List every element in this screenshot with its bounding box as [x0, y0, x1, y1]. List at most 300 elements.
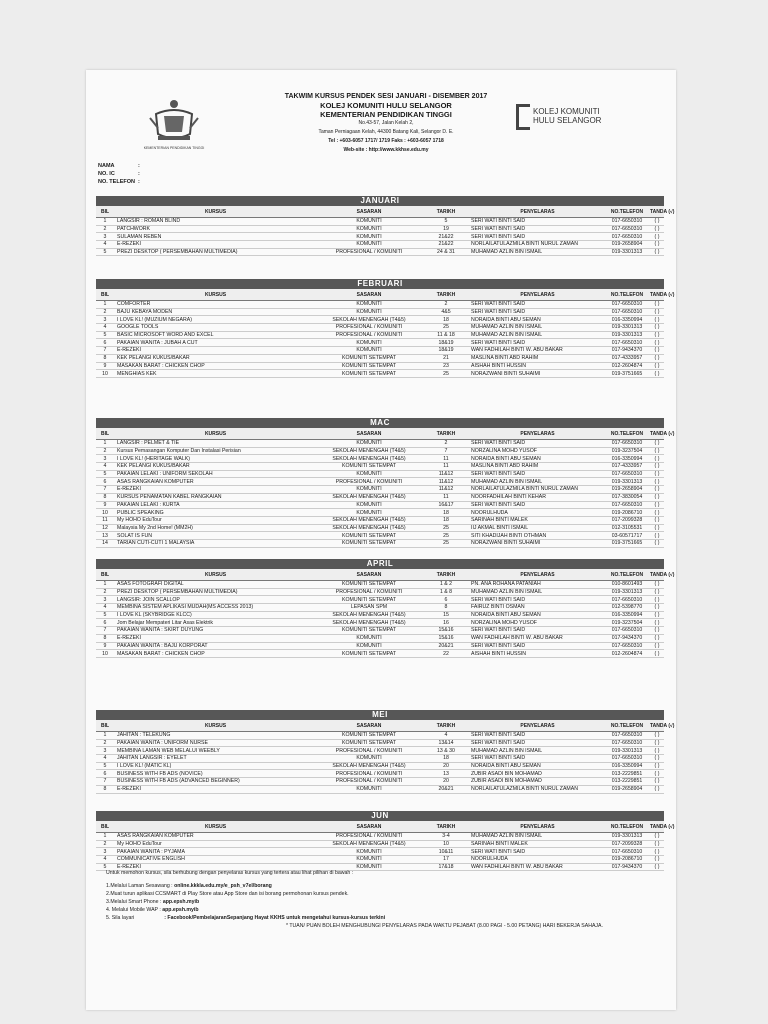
cell-tanda[interactable]: ( )	[654, 249, 660, 256]
table-header	[96, 720, 675, 732]
cell-sasaran: KOMUNITI SETEMPAT	[342, 740, 396, 747]
document-title: TAKWIM KURSUS PENDEK SESI JANUARI - DISEMBER 2017	[284, 93, 488, 100]
cell-kursus: LANGSIR: JOIN SCALLOP	[117, 596, 180, 603]
cell-tarikh: 6	[444, 596, 448, 603]
cell-penyelaras: SERI WATI BINTI SAID	[471, 440, 526, 447]
cell-tarikh: 25	[443, 324, 449, 331]
form-nama[interactable]: NAMA :	[98, 163, 140, 169]
cell-tanda[interactable]: ( )	[654, 233, 660, 240]
cell-penyelaras: AISHAH BINTI HUSSIN	[471, 362, 527, 369]
cell-no-telefon: 019-2658904	[611, 786, 643, 793]
month-title: APRIL	[96, 559, 664, 569]
cell-penyelaras: SERI WATI BINTI SAID	[471, 218, 526, 225]
cell-bil: 4	[103, 324, 107, 331]
month-title: JUN	[96, 811, 664, 821]
cell-tarikh: 21&22	[438, 241, 454, 248]
cell-bil: 4	[103, 856, 107, 863]
cell-tanda[interactable]: ( )	[654, 732, 660, 739]
cell-bil: 1	[103, 833, 107, 840]
document-sheet	[86, 70, 676, 1010]
cell-tarikh: 23	[443, 362, 449, 369]
cell-kursus: I LOVE KL! (MUZIUM NEGARA)	[117, 316, 192, 323]
column-header-sasaran: SASARAN	[356, 571, 382, 578]
cell-tanda[interactable]: ( )	[654, 347, 660, 354]
cell-tanda[interactable]: ( )	[654, 856, 660, 863]
cell-tanda[interactable]: ( )	[654, 501, 660, 508]
cell-kursus: My HOHO EduTour	[117, 517, 162, 524]
table-row	[96, 347, 664, 355]
cell-bil: 3	[103, 233, 107, 240]
cell-bil: 3	[103, 596, 107, 603]
cell-bil: 5	[103, 249, 107, 256]
cell-no-telefon: 019-3751665	[611, 540, 643, 547]
cell-tanda[interactable]: ( )	[654, 596, 660, 603]
cell-tanda[interactable]: ( )	[654, 226, 660, 233]
cell-no-telefon: 017-9434370	[611, 864, 643, 871]
ministry-name: KEMENTERIAN PENDIDIKAN TINGGI	[320, 110, 452, 119]
cell-tanda[interactable]: ( )	[654, 581, 660, 588]
table-row	[96, 643, 664, 651]
table-row	[96, 455, 664, 463]
cell-bil: 1	[103, 218, 107, 225]
cell-no-telefon: 017-4333957	[611, 355, 643, 362]
cell-tarikh: 18	[443, 316, 449, 323]
cell-sasaran: PROFESIONAL / KOMUNITI	[335, 589, 403, 596]
note-4-link[interactable]: app.epsh.myib	[162, 907, 199, 913]
application-notes	[106, 870, 666, 930]
cell-kursus: COMFORTER	[117, 301, 151, 308]
table-row	[96, 627, 664, 635]
cell-tanda[interactable]: ( )	[654, 841, 660, 848]
table-row	[96, 747, 664, 755]
cell-tanda[interactable]: ( )	[654, 301, 660, 308]
cell-penyelaras: NORLAILATULAZMILA BINTI NURUL ZAMAN	[471, 786, 578, 793]
form-no-telefon[interactable]: NO. TELEFON :	[98, 179, 140, 185]
cell-tarikh: 18	[443, 517, 449, 524]
cell-tarikh: 18&19	[438, 339, 454, 346]
table-header	[96, 821, 675, 833]
table-row	[96, 226, 664, 234]
table-row	[96, 363, 664, 371]
cell-tanda[interactable]: ( )	[654, 589, 660, 596]
cell-no-telefon: 016-3350994	[611, 612, 643, 619]
column-header-sasaran: SASARAN	[356, 430, 382, 437]
cell-sasaran: KOMUNITI	[356, 309, 382, 316]
cell-tanda[interactable]: ( )	[654, 494, 660, 501]
cell-tanda[interactable]: ( )	[654, 778, 660, 785]
cell-kursus: I LOVE KL (SKYBRIDGE KLCC)	[117, 612, 192, 619]
cell-no-telefon: 019-3301313	[611, 478, 643, 485]
table-row	[96, 786, 664, 794]
table-row	[96, 241, 664, 249]
cell-kursus: ASAS RANGKAIAN KOMPUTER	[117, 478, 194, 485]
cell-kursus: PAKAIAN LELAKI : KURTA	[117, 501, 180, 508]
cell-no-telefon: 013-2229851	[611, 778, 643, 785]
cell-bil: 2	[103, 740, 107, 747]
cell-penyelaras: SERI WATI BINTI SAID	[471, 627, 526, 634]
cell-tarikh: 11&12	[438, 486, 454, 493]
cell-tanda[interactable]: ( )	[654, 440, 660, 447]
cell-tanda[interactable]: ( )	[654, 339, 660, 346]
cell-tanda[interactable]: ( )	[654, 316, 660, 323]
cell-bil: 9	[103, 501, 107, 508]
table-row	[96, 218, 664, 226]
cell-penyelaras: SERI WATI BINTI SAID	[471, 642, 526, 649]
column-header-penyelaras: PENYELARAS	[520, 571, 555, 578]
cell-sasaran: KOMUNITI SETEMPAT	[342, 596, 396, 603]
month-title: MEI	[96, 710, 664, 720]
month-mac	[96, 418, 675, 548]
cell-sasaran: SEKOLAH MENENGAH (T4&5)	[332, 524, 406, 531]
cell-tanda[interactable]: ( )	[654, 524, 660, 531]
notes-intro: Untuk memohon kursus, sila berhubung dengan penyelaras kursus yang tertera atau lihat pilihan di bawah :	[106, 870, 354, 876]
cell-penyelaras: SERI WATI BINTI SAID	[471, 226, 526, 233]
table-row	[96, 763, 664, 771]
contact-phone: Tel : +603-6057 1717/ 1719 Faks : +603-6057 1718	[328, 138, 444, 144]
cell-kursus: E-REZEKI	[117, 241, 141, 248]
column-header-tanda: TANDA (√)	[650, 208, 675, 215]
cell-tanda[interactable]: ( )	[654, 635, 660, 642]
address-line-1: No.43-57, Jalan Kelah 2,	[358, 120, 414, 126]
college-logo-text: KOLEJ KOMUNITI HULU SELANGOR	[533, 107, 602, 125]
malaysia-crest-icon	[146, 98, 202, 144]
cell-bil: 2	[103, 309, 107, 316]
cell-tarikh: 20&21	[438, 786, 454, 793]
cell-tanda[interactable]: ( )	[654, 604, 660, 611]
cell-tanda[interactable]: ( )	[654, 619, 660, 626]
cell-penyelaras: NORAZWANI BINTI SUHAIMI	[471, 370, 541, 377]
cell-kursus: BUSINESS WITH FB ADS (ADVANCED BEGINNER)	[117, 778, 240, 785]
cell-kursus: BAJU KEBAYA MODEN	[117, 309, 173, 316]
column-header-sasaran: SASARAN	[356, 208, 382, 215]
cell-sasaran: SEKOLAH MENENGAH (T4&5)	[332, 841, 406, 848]
cell-penyelaras: NOORFADHILAH BINTI KEHAR	[471, 494, 546, 501]
cell-tanda[interactable]: ( )	[654, 642, 660, 649]
column-header-tarikh: TARIKH	[436, 430, 456, 437]
cell-tarikh: 24 & 31	[437, 249, 455, 256]
cell-tanda[interactable]: ( )	[654, 478, 660, 485]
cell-penyelaras: NORAIDA BINTI ABU SEMAN	[471, 455, 541, 462]
cell-sasaran: KOMUNITI SETEMPAT	[342, 581, 396, 588]
column-header-penyelaras: PENYELARAS	[520, 722, 555, 729]
cell-sasaran: KOMUNITI SETEMPAT	[342, 732, 396, 739]
month-title: FEBRUARI	[96, 279, 664, 289]
cell-kursus: BUSINESS WITH FB ADS (NOVICE)	[117, 770, 203, 777]
cell-penyelaras: SERI WATI BINTI SAID	[471, 309, 526, 316]
column-header-tarikh: TARIKH	[436, 208, 456, 215]
cell-sasaran: KOMUNITI	[356, 301, 382, 308]
cell-bil: 5	[103, 763, 107, 770]
cell-tanda[interactable]: ( )	[654, 509, 660, 516]
column-header-bil: BIL	[100, 823, 110, 830]
cell-tanda[interactable]: ( )	[654, 650, 660, 657]
cell-tarikh: 11	[443, 455, 449, 462]
cell-bil: 1	[103, 581, 107, 588]
cell-kursus: PATCHWORK	[117, 226, 150, 233]
table-row	[96, 509, 664, 517]
month-mei	[96, 710, 675, 794]
cell-tarikh: 17&18	[438, 864, 454, 871]
cell-tanda[interactable]: ( )	[654, 370, 660, 377]
cell-sasaran: KOMUNITI	[356, 339, 382, 346]
cell-bil: 8	[103, 355, 107, 362]
table-row	[96, 525, 664, 533]
note-3-link[interactable]: app.epsh.myib	[162, 899, 200, 905]
column-header-penyelaras: PENYELARAS	[520, 291, 555, 298]
cell-no-telefon: 012-2604874	[611, 362, 643, 369]
cell-no-telefon: 016-3350994	[611, 763, 643, 770]
cell-kursus: Jom Belajar Mempateri Litar Asas Elektrik	[117, 619, 214, 626]
column-header-no-telefon: NO.TELEFON	[610, 823, 644, 830]
cell-sasaran: KOMUNITI SETEMPAT	[342, 532, 396, 539]
cell-tanda[interactable]: ( )	[654, 755, 660, 762]
table-row	[96, 841, 664, 849]
cell-no-telefon: 019-2658904	[611, 486, 643, 493]
cell-tanda[interactable]: ( )	[654, 786, 660, 793]
column-header-kursus: KURSUS	[204, 571, 227, 578]
cell-sasaran: KOMUNITI	[356, 786, 382, 793]
cell-penyelaras: NOORULHUDA	[471, 856, 508, 863]
cell-kursus: GOOGLE TOOLS	[117, 324, 159, 331]
column-header-tanda: TANDA (√)	[650, 291, 675, 298]
cell-tanda[interactable]: ( )	[654, 355, 660, 362]
cell-penyelaras: WAN FADHILAH BINTI W. ABU BAKAR	[471, 347, 563, 354]
cell-kursus: I LOVE KL! (MATIC KL)	[117, 763, 172, 770]
table-row	[96, 440, 664, 448]
cell-tanda[interactable]: ( )	[654, 309, 660, 316]
cell-bil: 9	[103, 642, 107, 649]
cell-sasaran: SEKOLAH MENENGAH (T4&5)	[332, 455, 406, 462]
cell-kursus: E-REZEKI	[117, 864, 141, 871]
cell-no-telefon: 017-6650310	[611, 740, 643, 747]
cell-kursus: PAKAIAN WANITA : PYJAMA	[117, 848, 185, 855]
cell-penyelaras: MUHAMAD AZLIN BIN ISMAIL	[471, 478, 543, 485]
cell-kursus: MENGHIAS KEK	[117, 370, 157, 377]
cell-bil: 14	[102, 540, 108, 547]
cell-tanda[interactable]: ( )	[654, 848, 660, 855]
cell-penyelaras: IIJ AKMAL BINTI ISMAIL	[471, 524, 529, 531]
cell-sasaran: KOMUNITI	[356, 440, 382, 447]
table-row	[96, 604, 664, 612]
note-4: 4. Melalui Mobile WAP : app.epsh.myib	[106, 907, 199, 913]
table-row	[96, 635, 664, 643]
cell-sasaran: PROFESIONAL / KOMUNITI	[335, 324, 403, 331]
table-row	[96, 848, 664, 856]
cell-tarikh: 13	[443, 770, 449, 777]
cell-tanda[interactable]: ( )	[654, 486, 660, 493]
cell-kursus: LANGSIR : ROMAN BLIND	[117, 218, 181, 225]
table-row	[96, 589, 664, 597]
table-row	[96, 448, 664, 456]
table-row	[96, 732, 664, 740]
column-header-sasaran: SASARAN	[356, 722, 382, 729]
column-header-sasaran: SASARAN	[356, 291, 382, 298]
cell-kursus: PAKAIAN WANITA : UNIFORM NURSE	[117, 740, 208, 747]
column-header-tanda: TANDA (√)	[650, 823, 675, 830]
cell-sasaran: SEKOLAH MENENGAH (T4&5)	[332, 494, 406, 501]
column-header-tanda: TANDA (√)	[650, 722, 675, 729]
table-row	[96, 619, 664, 627]
cell-penyelaras: NORAZWANI BINTI SUHAIMI	[471, 540, 541, 547]
cell-tanda[interactable]: ( )	[654, 517, 660, 524]
column-header-bil: BIL	[100, 571, 110, 578]
cell-kursus: MASAKAN BARAT : CHICKEN CHOP	[117, 362, 205, 369]
cell-tarikh: 10	[443, 841, 449, 848]
website: Web-site : http://www.kkhse.edu.my	[343, 147, 429, 153]
cell-penyelaras: ZUBIR ASADI BIN MOHAMAD	[471, 770, 542, 777]
cell-tanda[interactable]: ( )	[654, 747, 660, 754]
cell-bil: 7	[103, 627, 107, 634]
cell-tarikh: 10&11	[438, 848, 454, 855]
cell-kursus: PREZI DESKTOP ( PERSEMBAHAN MULTIMEDIA)	[117, 249, 238, 256]
note-3: 3.Melalui Smart Phone : app.epsh.myib	[106, 899, 200, 905]
cell-no-telefon: 017-3830054	[611, 494, 643, 501]
cell-sasaran: KOMUNITI	[356, 642, 382, 649]
cell-sasaran: KOMUNITI	[356, 856, 382, 863]
column-header-no-telefon: NO.TELEFON	[610, 722, 644, 729]
cell-tanda[interactable]: ( )	[654, 540, 660, 547]
cell-kursus: LANGSIR : PELMET & TIE	[117, 440, 180, 447]
table-row	[96, 301, 664, 309]
cell-no-telefon: 017-6650310	[611, 501, 643, 508]
cell-tanda[interactable]: ( )	[654, 332, 660, 339]
cell-tanda[interactable]: ( )	[654, 864, 660, 871]
cell-kursus: COMMUNICATIVE ENGLISH	[117, 856, 185, 863]
cell-bil: 1	[103, 440, 107, 447]
cell-tarikh: 25	[443, 370, 449, 377]
cell-no-telefon: 017-9434370	[611, 347, 643, 354]
cell-bil: 6	[103, 478, 107, 485]
cell-no-telefon: 019-2086710	[611, 509, 643, 516]
cell-tanda[interactable]: ( )	[654, 627, 660, 634]
cell-sasaran: KOMUNITI SETEMPAT	[342, 650, 396, 657]
column-header-bil: BIL	[100, 208, 110, 215]
cell-penyelaras: SERI WATI BINTI SAID	[471, 755, 526, 762]
cell-sasaran: KOMUNITI	[356, 218, 382, 225]
cell-bil: 10	[102, 370, 108, 377]
month-jun	[96, 811, 675, 871]
cell-tanda[interactable]: ( )	[654, 740, 660, 747]
cell-tarikh: 15&16	[438, 627, 454, 634]
cell-tanda[interactable]: ( )	[654, 532, 660, 539]
cell-tarikh: 3-4	[442, 833, 450, 840]
cell-bil: 8	[103, 635, 107, 642]
cell-bil: 2	[103, 448, 107, 455]
cell-sasaran: LEPASAN SPM	[350, 604, 388, 611]
cell-tarikh: 1 & 8	[439, 589, 453, 596]
cell-penyelaras: MUHAMAD AZLIN BIN ISMAIL	[471, 332, 543, 339]
table-row	[96, 540, 664, 548]
cell-tanda[interactable]: ( )	[654, 218, 660, 225]
cell-kursus: KEK PELANGI KUKUS/BAKAR	[117, 355, 190, 362]
cell-kursus: ASAS RANGKAIAN KOMPUTER	[117, 833, 194, 840]
cell-no-telefon: 017-6650310	[611, 642, 643, 649]
cell-kursus: Malaysia My 2nd Home! (MM2H)	[117, 524, 193, 531]
column-header-tarikh: TARIKH	[436, 722, 456, 729]
form-no-ic[interactable]: NO. IC :	[98, 171, 140, 177]
cell-tanda[interactable]: ( )	[654, 324, 660, 331]
cell-tarikh: 19	[443, 226, 449, 233]
header-text	[236, 92, 536, 155]
cell-tarikh: 20	[443, 763, 449, 770]
cell-tanda[interactable]: ( )	[654, 471, 660, 478]
cell-penyelaras: NORAIDA BINTI ABU SEMAN	[471, 612, 541, 619]
cell-bil: 8	[103, 494, 107, 501]
table-row	[96, 249, 664, 257]
cell-kursus: E-REZEKI	[117, 347, 141, 354]
cell-tanda[interactable]: ( )	[654, 362, 660, 369]
cell-tanda[interactable]: ( )	[654, 763, 660, 770]
cell-bil: 10	[102, 650, 108, 657]
cell-penyelaras: NOORULHUDA	[471, 509, 508, 516]
address-line-2: Taman Perniagaan Kelah, 44300 Batang Kali, Selangor D. E.	[318, 129, 454, 135]
cell-sasaran: PROFESIONAL / KOMUNITI	[335, 778, 403, 785]
cell-tarikh: 16&17	[438, 501, 454, 508]
cell-penyelaras: PN. ANA ROHANA PATANIAH	[471, 581, 541, 588]
cell-no-telefon: 03-60571717	[611, 532, 643, 539]
cell-bil: 5	[103, 471, 107, 478]
cell-no-telefon: 010-8601493	[611, 581, 643, 588]
table-row	[96, 324, 664, 332]
cell-sasaran: KOMUNITI	[356, 635, 382, 642]
cell-penyelaras: SERI WATI BINTI SAID	[471, 596, 526, 603]
note-1-link[interactable]: online.kkkla.edu.my/e_psh_v7el/borang	[174, 883, 272, 889]
table-row	[96, 478, 664, 486]
cell-tarikh: 11 & 18	[437, 332, 455, 339]
cell-tanda[interactable]: ( )	[654, 612, 660, 619]
cell-sasaran: KOMUNITI SETEMPAT	[342, 540, 396, 547]
cell-tarikh: 5	[444, 218, 448, 225]
column-header-penyelaras: PENYELARAS	[520, 823, 555, 830]
cell-tanda[interactable]: ( )	[654, 448, 660, 455]
column-header-penyelaras: PENYELARAS	[520, 208, 555, 215]
cell-bil: 4	[103, 463, 107, 470]
cell-tanda[interactable]: ( )	[654, 463, 660, 470]
cell-tanda[interactable]: ( )	[654, 770, 660, 777]
cell-no-telefon: 012-5398770	[611, 604, 643, 611]
cell-penyelaras: NORLAILATULAZMILA BINTI NURUL ZAMAN	[471, 241, 578, 248]
cell-penyelaras: MUHAMAD AZLIN BIN ISMAIL	[471, 747, 543, 754]
table-row	[96, 532, 664, 540]
cell-tarikh: 7	[444, 448, 448, 455]
table-header	[96, 428, 675, 440]
table-row	[96, 370, 664, 378]
cell-kursus: PAKAIAN WANITA : SKIRT DUYUNG	[117, 627, 204, 634]
table-row	[96, 517, 664, 525]
cell-kursus: PUBLIC SPEAKING	[117, 509, 164, 516]
cell-sasaran: PROFESIONAL / KOMUNITI	[335, 747, 403, 754]
table-header	[96, 206, 675, 218]
table-row	[96, 471, 664, 479]
column-header-tanda: TANDA (√)	[650, 430, 675, 437]
month-januari	[96, 196, 675, 256]
cell-no-telefon: 016-3350994	[611, 316, 643, 323]
cell-kursus: JAHITAN : TELEKUNG	[117, 732, 171, 739]
cell-tanda[interactable]: ( )	[654, 241, 660, 248]
cell-tanda[interactable]: ( )	[654, 455, 660, 462]
cell-penyelaras: MASLINA BINTI ABD RAHIM	[471, 355, 539, 362]
column-header-no-telefon: NO.TELEFON	[610, 291, 644, 298]
table-row	[96, 778, 664, 786]
cell-kursus: SOLAT IS FUN	[117, 532, 152, 539]
cell-tarikh: 21&22	[438, 233, 454, 240]
cell-tarikh: 2	[444, 301, 448, 308]
cell-penyelaras: NORZALINA MOHD YUSOF	[471, 619, 537, 626]
cell-tanda[interactable]: ( )	[654, 833, 660, 840]
cell-tarikh: 20	[443, 778, 449, 785]
cell-tarikh: 18&19	[438, 347, 454, 354]
cell-no-telefon: 019-3751665	[611, 370, 643, 377]
